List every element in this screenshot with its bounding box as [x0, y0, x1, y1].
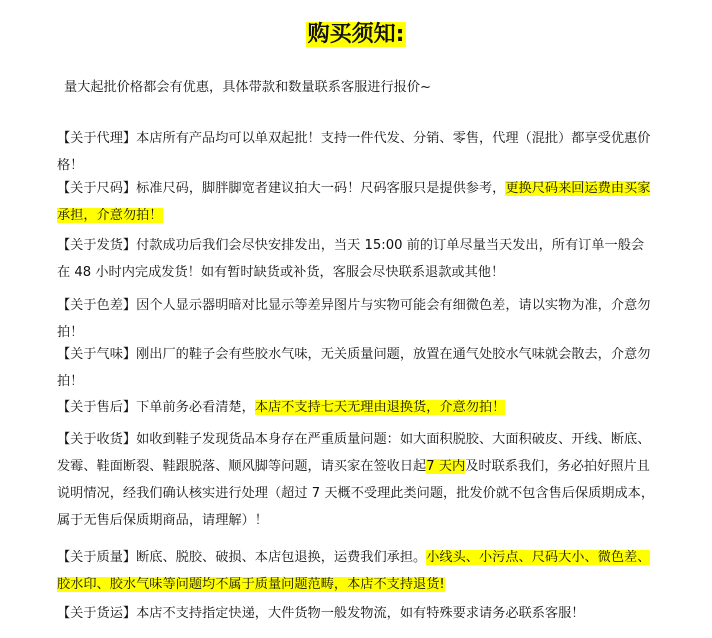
section-text: 因个人显示器明暗对比显示等差异图片与实物可能会有细微色差，请以实物为准，介意勿拍！: [57, 298, 651, 340]
section-text: 断底、脱胶、破损、本店包退换，运费我们承担。: [136, 550, 427, 565]
section-highlight: 小线头、小污点、尺码大小、微色差、胶水印、胶水气味等问题均不属于质量问题范畴，本店不支持退货!: [57, 550, 651, 592]
page-title: [0, 18, 712, 52]
section-label: 【关于气味】: [57, 347, 137, 362]
section-freight: [57, 600, 657, 627]
section-text: 本店所有产品均可以单双起批！支持一件代发、分销、零售，代理（混批）都享受优惠价格！: [57, 131, 651, 173]
section-label: 【关于货运】: [57, 606, 137, 621]
section-label: 【关于售后】: [57, 400, 137, 415]
section-odor: [57, 341, 657, 395]
section-text: 如收到鞋子发现货品本身存在严重质量问题：如大面积脱胶、大面积破皮、开线、断底、发霉、鞋面断裂、鞋跟脱落、顺风脚等问题，请买家在签收日起: [57, 432, 651, 474]
section-text: 付款成功后我们会尽快安排发出，当天 15:00 前的订单尽量当天发出，所有订单一般会在 48 小时内完成发货！如有暂时缺货或补货，客服会尽快联系退款或其他！: [57, 238, 645, 280]
section-shipping: [57, 232, 657, 286]
section-size: [57, 175, 657, 229]
section-text: 本店不支持指定快递，大件货物一般发物流，如有特殊要求请务必联系客服！: [136, 606, 585, 621]
section-color-difference: [57, 292, 657, 346]
title-text: 购买须知:: [307, 22, 405, 47]
section-text: 刚出厂的鞋子会有些胶水气味，无关质量问题，放置在通气处胶水气味就会散去，介意勿拍！: [57, 347, 651, 389]
section-after-sales: [57, 394, 657, 421]
section-label: 【关于发货】: [57, 238, 137, 253]
intro-text: 量大起批价格都会有优惠，具体带款和数量联系客服进行报价~: [64, 80, 432, 95]
section-quality: [57, 544, 657, 598]
section-highlight: 7 天内: [426, 459, 466, 474]
section-label: 【关于尺码】: [57, 181, 137, 196]
section-label: 【关于色差】: [57, 298, 137, 313]
section-text: 下单前务必看清楚，: [136, 400, 255, 415]
section-label: 【关于代理】: [57, 131, 137, 146]
section-receiving: [57, 426, 657, 534]
section-highlight: 更换尺码来回运费由买家承担，介意勿拍！: [57, 181, 651, 223]
section-agency: [57, 125, 657, 179]
section-highlight: 本店不支持七天无理由退换货，介意勿拍！: [254, 400, 506, 415]
section-text-after: 及时联系我们，务必拍好照片且说明情况，经我们确认核实进行处理（超过 7 天概不受理此类问题，批发价就不包含售后保质期成本，属于无售后保质期商品，请理解）！: [57, 459, 655, 528]
section-text: 标准尺码，脚胖脚宽者建议拍大一码！尺码客服只是提供参考，: [136, 181, 506, 196]
section-label: 【关于收货】: [57, 432, 137, 447]
section-label: 【关于质量】: [57, 550, 137, 565]
